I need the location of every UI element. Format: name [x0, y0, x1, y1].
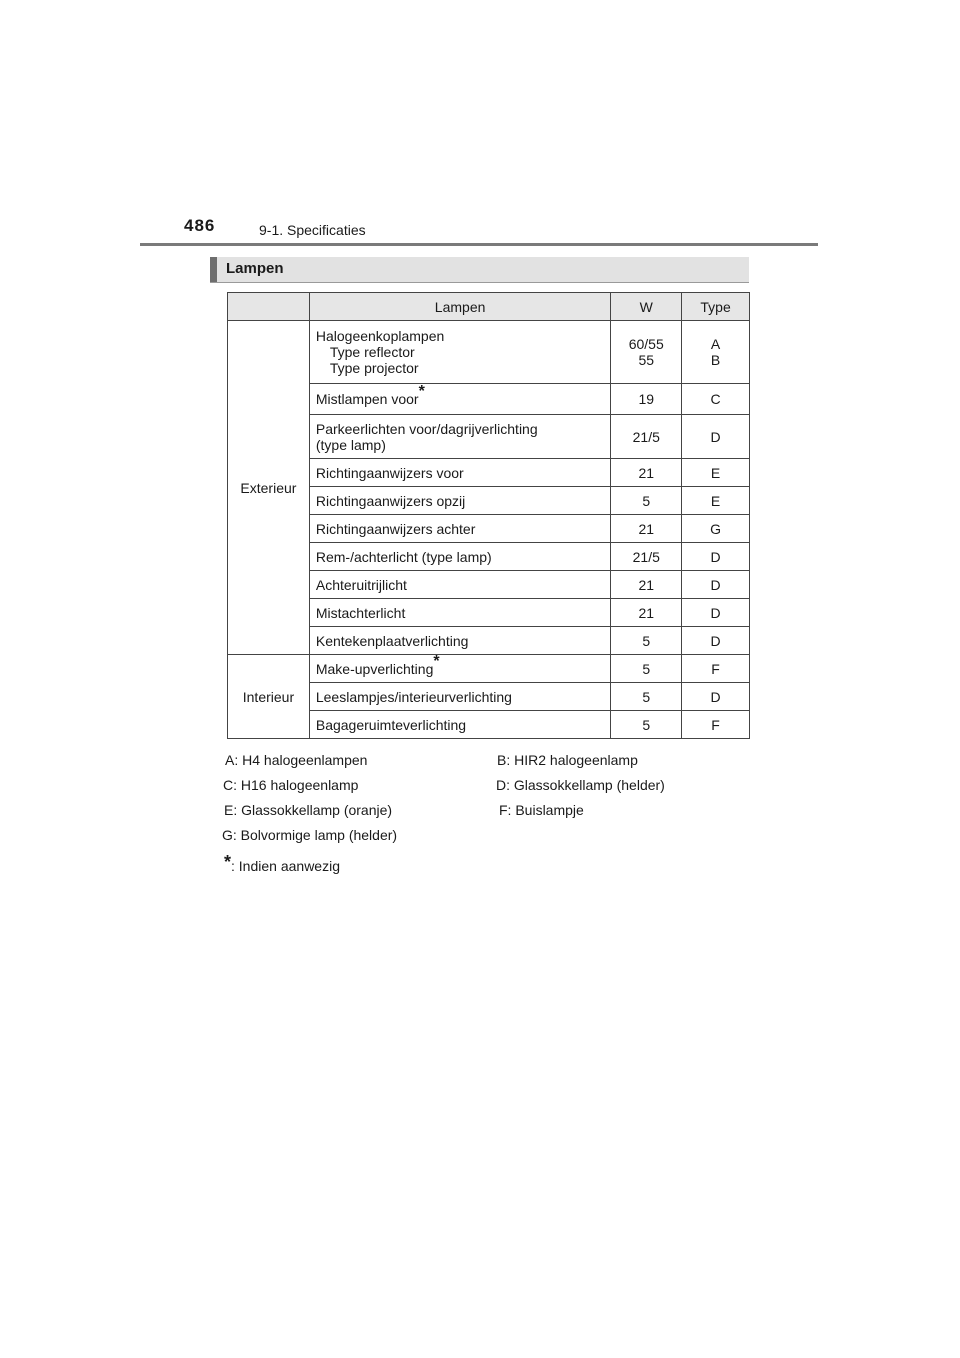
legend-item-f: F: Buislampje	[499, 802, 584, 818]
watt-cell: 5	[611, 487, 682, 515]
type-cell: D	[682, 627, 750, 655]
group-cell-exterior: Exterieur	[228, 321, 310, 655]
type-cell: G	[682, 515, 750, 543]
table-row	[228, 321, 750, 384]
lamp-subtype: Type reflector	[329, 344, 415, 360]
legend-item-b: B: HIR2 halogeenlamp	[497, 752, 638, 768]
watt-value: 60/55	[628, 336, 664, 352]
lamp-name: Mistlampen voor	[315, 391, 419, 407]
watt-cell: 21/5	[611, 415, 682, 459]
watt-value: 55	[638, 352, 655, 368]
type-cell: D	[682, 683, 750, 711]
lamp-cell: Leeslampjes/interieurverlichting	[309, 683, 610, 711]
legend-item-a: A: H4 halogeenlampen	[225, 752, 368, 768]
table-header-row	[228, 293, 750, 321]
column-header-watt: W	[611, 293, 682, 321]
lamp-subtype: Type projector	[329, 360, 419, 376]
lamp-name: (type lamp)	[315, 436, 386, 453]
lamp-name: Halogeenkoplampen	[315, 328, 445, 344]
page-number: 486	[184, 216, 216, 235]
header-divider	[140, 243, 818, 246]
watt-cell: 21	[611, 515, 682, 543]
watt-cell: 5	[611, 627, 682, 655]
lamp-cell	[309, 652, 610, 683]
type-value: B	[710, 352, 721, 368]
type-cell: D	[682, 571, 750, 599]
legend-item-d: D: Glassokkellamp (helder)	[496, 777, 665, 793]
section-heading-label: Lampen	[226, 260, 284, 277]
watt-cell	[611, 321, 682, 384]
lamp-cell	[309, 321, 610, 384]
footnote-symbol: *	[224, 852, 232, 872]
watt-cell: 21	[611, 571, 682, 599]
lamp-name: Parkeerlichten voor/dagrijverlichting	[315, 420, 538, 437]
footnote-marker: *	[433, 652, 440, 670]
lamp-cell: Rem-/achterlicht (type lamp)	[309, 543, 610, 571]
type-cell: D	[682, 599, 750, 627]
legend-item-g: G: Bolvormige lamp (helder)	[222, 827, 398, 843]
lamp-table	[227, 292, 750, 739]
watt-cell: 5	[611, 683, 682, 711]
footnote-text: : Indien aanwezig	[231, 858, 340, 874]
lamp-cell: Achteruitrijlicht	[309, 571, 610, 599]
type-cell: F	[682, 711, 750, 739]
type-cell: F	[682, 655, 750, 683]
watt-cell: 19	[611, 384, 682, 415]
lamp-cell: Bagageruimteverlichting	[309, 711, 610, 739]
lamp-cell: Mistachterlicht	[309, 599, 610, 627]
type-cell: E	[682, 487, 750, 515]
type-cell: C	[682, 384, 750, 415]
legend-item-e: E: Glassokkellamp (oranje)	[224, 802, 393, 818]
watt-cell: 5	[611, 655, 682, 683]
type-value: A	[710, 336, 721, 352]
lamp-cell	[309, 415, 610, 459]
table-row	[228, 655, 750, 683]
watt-cell: 21/5	[611, 543, 682, 571]
heading-divider	[210, 282, 749, 283]
lamp-cell: Richtingaanwijzers achter	[309, 515, 610, 543]
type-cell: E	[682, 459, 750, 487]
type-cell: D	[682, 415, 750, 459]
lamp-cell: Richtingaanwijzers opzij	[309, 487, 610, 515]
legend-item-c: C: H16 halogeenlamp	[223, 777, 359, 793]
watt-cell: 21	[611, 459, 682, 487]
type-cell: D	[682, 543, 750, 571]
column-header-lamps: Lampen	[309, 293, 610, 321]
type-cell	[682, 321, 750, 384]
watt-cell: 21	[611, 599, 682, 627]
section-heading	[210, 257, 749, 282]
group-cell-interior: Interieur	[228, 655, 310, 739]
footnote-marker: *	[418, 383, 425, 401]
lamp-cell: Kentekenplaatverlichting	[309, 627, 610, 655]
lamp-cell: Richtingaanwijzers voor	[309, 459, 610, 487]
column-header-type: Type	[682, 293, 750, 321]
watt-cell: 5	[611, 711, 682, 739]
section-title: 9-1. Specificaties	[259, 222, 366, 238]
column-header-blank	[228, 293, 310, 321]
lamp-name: Make-upverlichting	[315, 660, 434, 677]
footnote	[224, 852, 340, 876]
lamp-cell	[309, 384, 610, 415]
